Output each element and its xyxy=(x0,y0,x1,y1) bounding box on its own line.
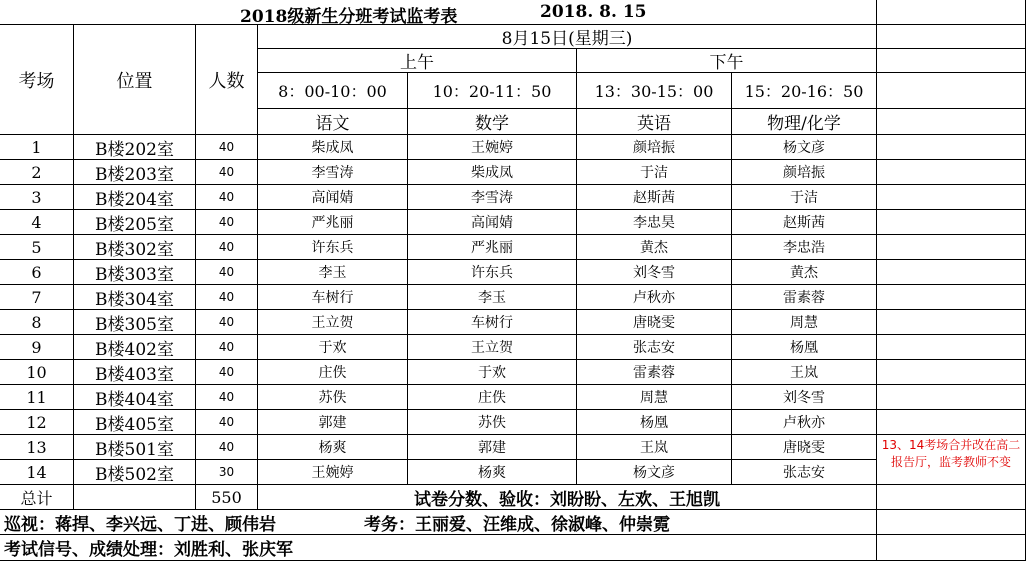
student-count: 40 xyxy=(196,185,258,210)
side-cell xyxy=(877,160,1026,185)
proctor-english: 雷素蓉 xyxy=(577,360,732,385)
side-cell xyxy=(877,510,1026,535)
patrol-row xyxy=(0,510,877,535)
proctor-math: 苏佚 xyxy=(408,410,577,435)
proctor-english: 杨凰 xyxy=(577,410,732,435)
room-number: 12 xyxy=(0,410,74,435)
proctor-math: 王婉婷 xyxy=(408,135,577,160)
room-location: B楼405室 xyxy=(74,410,196,435)
room-location: B楼402室 xyxy=(74,335,196,360)
proctor-physics-chemistry: 黄杰 xyxy=(732,260,877,285)
room-location: B楼403室 xyxy=(74,360,196,385)
side-cell xyxy=(877,360,1026,385)
proctor-chinese: 郭建 xyxy=(258,410,408,435)
side-cell xyxy=(877,335,1026,360)
proctor-physics-chemistry: 赵斯茜 xyxy=(732,210,877,235)
proctor-chinese: 许东兵 xyxy=(258,235,408,260)
proctor-chinese: 于欢 xyxy=(258,335,408,360)
room-number: 13 xyxy=(0,435,74,460)
proctor-physics-chemistry: 周慧 xyxy=(732,310,877,335)
room-location: B楼404室 xyxy=(74,385,196,410)
proctor-physics-chemistry: 于洁 xyxy=(732,185,877,210)
proctor-english: 王岚 xyxy=(577,435,732,460)
room-location: B楼202室 xyxy=(74,135,196,160)
time-slot-1: 8：00-10：00 xyxy=(258,73,408,109)
side-cell xyxy=(877,310,1026,335)
proctor-math: 李玉 xyxy=(408,285,577,310)
side-cell xyxy=(877,185,1026,210)
proctor-math: 柴成凤 xyxy=(408,160,577,185)
room-number: 7 xyxy=(0,285,74,310)
proctor-math: 王立贺 xyxy=(408,335,577,360)
side-cell xyxy=(877,535,1026,561)
time-slot-3: 13：30-15：00 xyxy=(577,73,732,109)
proctor-physics-chemistry: 颜培振 xyxy=(732,160,877,185)
side-cell xyxy=(877,109,1026,135)
header-location: 位置 xyxy=(74,25,196,135)
side-cell xyxy=(877,485,1026,510)
room-number: 10 xyxy=(0,360,74,385)
student-count: 40 xyxy=(196,385,258,410)
header-pm: 下午 xyxy=(577,49,877,73)
proctor-chinese: 王婉婷 xyxy=(258,460,408,485)
room-number: 9 xyxy=(0,335,74,360)
proctor-chinese: 李玉 xyxy=(258,260,408,285)
proctor-physics-chemistry: 杨凰 xyxy=(732,335,877,360)
room-number: 3 xyxy=(0,185,74,210)
proctor-math: 杨爽 xyxy=(408,460,577,485)
subject-chinese: 语文 xyxy=(258,109,408,135)
proctor-english: 刘冬雪 xyxy=(577,260,732,285)
side-cell xyxy=(877,235,1026,260)
side-cell xyxy=(877,0,1026,25)
room-location: B楼501室 xyxy=(74,435,196,460)
student-count: 40 xyxy=(196,410,258,435)
student-count: 40 xyxy=(196,260,258,285)
proctor-physics-chemistry: 雷素蓉 xyxy=(732,285,877,310)
proctor-math: 许东兵 xyxy=(408,260,577,285)
side-cell xyxy=(877,210,1026,235)
proctor-english: 周慧 xyxy=(577,385,732,410)
proctor-math: 李雪涛 xyxy=(408,185,577,210)
proctor-physics-chemistry: 王岚 xyxy=(732,360,877,385)
room-location: B楼204室 xyxy=(74,185,196,210)
room-location: B楼303室 xyxy=(74,260,196,285)
room-location: B楼305室 xyxy=(74,310,196,335)
proctor-physics-chemistry: 卢秋亦 xyxy=(732,410,877,435)
proctor-english: 赵斯茜 xyxy=(577,185,732,210)
proctor-chinese: 车树行 xyxy=(258,285,408,310)
student-count: 30 xyxy=(196,460,258,485)
side-cell xyxy=(877,285,1026,310)
time-slot-2: 10：20-11：50 xyxy=(408,73,577,109)
room-location: B楼304室 xyxy=(74,285,196,310)
room-location: B楼205室 xyxy=(74,210,196,235)
proctor-chinese: 高闻婧 xyxy=(258,185,408,210)
room-number: 2 xyxy=(0,160,74,185)
header-am: 上午 xyxy=(258,49,577,73)
header-count: 人数 xyxy=(196,25,258,135)
proctor-chinese: 苏佚 xyxy=(258,385,408,410)
subject-english: 英语 xyxy=(577,109,732,135)
proctor-english: 张志安 xyxy=(577,335,732,360)
subject-physics-chemistry: 物理/化学 xyxy=(732,109,877,135)
student-count: 40 xyxy=(196,235,258,260)
proctor-chinese: 李雪涛 xyxy=(258,160,408,185)
side-cell xyxy=(877,49,1026,73)
proctor-math: 车树行 xyxy=(408,310,577,335)
student-count: 40 xyxy=(196,335,258,360)
proctor-math: 于欢 xyxy=(408,360,577,385)
side-cell xyxy=(877,25,1026,49)
proctor-english: 黄杰 xyxy=(577,235,732,260)
proctor-english: 于洁 xyxy=(577,160,732,185)
proctor-chinese: 庄佚 xyxy=(258,360,408,385)
grading-staff: 试卷分数、验收：刘盼盼、左欢、王旭凯 xyxy=(258,485,877,510)
total-label: 总计 xyxy=(0,485,74,510)
time-slot-4: 15：20-16：50 xyxy=(732,73,877,109)
proctor-english: 颜培振 xyxy=(577,135,732,160)
side-cell xyxy=(877,73,1026,109)
proctor-math: 庄佚 xyxy=(408,385,577,410)
total-blank xyxy=(74,485,196,510)
room-location: B楼302室 xyxy=(74,235,196,260)
student-count: 40 xyxy=(196,135,258,160)
side-cell xyxy=(877,135,1026,160)
side-cell xyxy=(877,410,1026,435)
proctor-physics-chemistry: 杨文彦 xyxy=(732,135,877,160)
signal-staff: 考试信号、成绩处理：刘胜利、张庆军 xyxy=(0,535,877,561)
student-count: 40 xyxy=(196,285,258,310)
merge-note: 13、14考场合并改在高二报告厅，监考教师不变 xyxy=(877,435,1026,485)
side-cell xyxy=(877,385,1026,410)
room-number: 6 xyxy=(0,260,74,285)
header-date: 8月15日(星期三) xyxy=(258,25,877,49)
proctor-physics-chemistry: 唐晓雯 xyxy=(732,435,877,460)
header-room: 考场 xyxy=(0,25,74,135)
room-number: 8 xyxy=(0,310,74,335)
title-row xyxy=(0,0,877,25)
affairs-staff: 考务：王丽爱、汪维成、徐淑峰、仲崇霓 xyxy=(364,514,670,535)
student-count: 40 xyxy=(196,310,258,335)
proctor-physics-chemistry: 刘冬雪 xyxy=(732,385,877,410)
patrol-staff: 巡视：蒋捍、李兴远、丁进、顾伟岩 xyxy=(4,514,276,535)
proctor-chinese: 严兆丽 xyxy=(258,210,408,235)
total-value: 550 xyxy=(196,485,258,510)
room-number: 5 xyxy=(0,235,74,260)
side-cell xyxy=(877,260,1026,285)
room-number: 11 xyxy=(0,385,74,410)
proctor-english: 卢秋亦 xyxy=(577,285,732,310)
subject-math: 数学 xyxy=(408,109,577,135)
student-count: 40 xyxy=(196,160,258,185)
proctor-english: 李忠昊 xyxy=(577,210,732,235)
proctor-math: 高闻婧 xyxy=(408,210,577,235)
sheet-title: 2018级新生分班考试监考表 xyxy=(240,7,458,27)
room-location: B楼203室 xyxy=(74,160,196,185)
student-count: 40 xyxy=(196,360,258,385)
room-location: B楼502室 xyxy=(74,460,196,485)
student-count: 40 xyxy=(196,435,258,460)
proctor-chinese: 柴成凤 xyxy=(258,135,408,160)
proctor-chinese: 王立贺 xyxy=(258,310,408,335)
room-number: 1 xyxy=(0,135,74,160)
sheet-title-date: 2018. 8. 15 xyxy=(540,2,647,22)
proctor-math: 郭建 xyxy=(408,435,577,460)
proctor-english: 杨文彦 xyxy=(577,460,732,485)
proctor-english: 唐晓雯 xyxy=(577,310,732,335)
proctor-math: 严兆丽 xyxy=(408,235,577,260)
room-number: 4 xyxy=(0,210,74,235)
student-count: 40 xyxy=(196,210,258,235)
proctor-physics-chemistry: 张志安 xyxy=(732,460,877,485)
proctor-chinese: 杨爽 xyxy=(258,435,408,460)
proctor-physics-chemistry: 李忠浩 xyxy=(732,235,877,260)
room-number: 14 xyxy=(0,460,74,485)
